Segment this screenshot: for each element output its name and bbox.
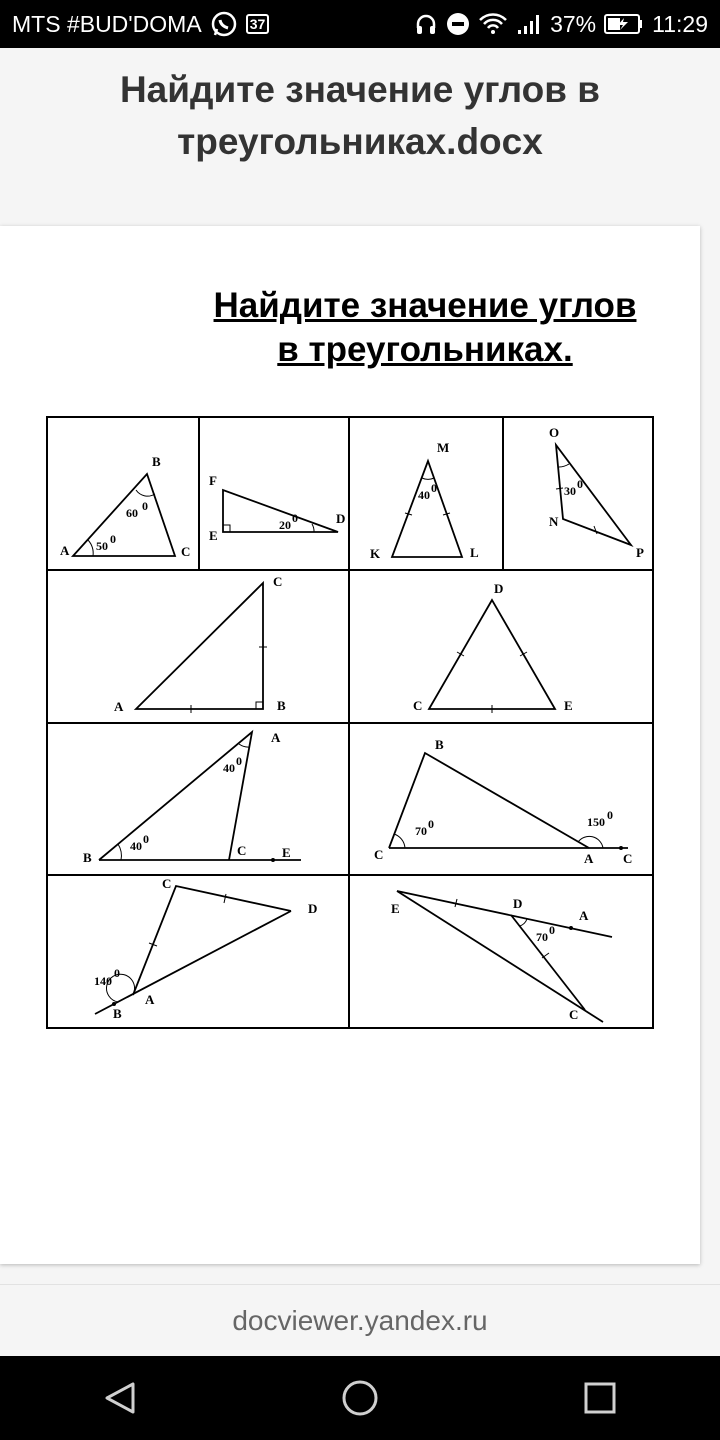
degree-sign: 0 — [142, 499, 148, 513]
label-e: E — [209, 528, 218, 543]
label-b: B — [435, 737, 444, 752]
figure-2 — [209, 473, 345, 543]
label-f: F — [209, 473, 217, 488]
heading-line-2: в треугольниках. — [277, 330, 573, 369]
label-c: C — [569, 1007, 579, 1022]
tick-mark — [556, 488, 563, 489]
label-c: C — [273, 574, 283, 589]
label-a: A — [60, 543, 70, 558]
figure-6 — [413, 581, 573, 713]
angle-a-ext-value: 150 — [587, 815, 605, 829]
angle-arc-a — [88, 540, 93, 556]
angle-c-value: 70 — [415, 824, 427, 838]
carrier-name: MTS #BUD'DOMA — [12, 10, 202, 37]
back-button[interactable] — [80, 1358, 160, 1438]
degree-sign: 0 — [431, 481, 437, 495]
label-m: M — [437, 440, 450, 455]
label-a: A — [584, 851, 594, 866]
point-e — [271, 858, 275, 862]
url-bar[interactable] — [0, 1284, 720, 1356]
label-d: D — [494, 581, 504, 596]
label-e: E — [391, 901, 400, 916]
degree-sign: 0 — [114, 966, 120, 980]
degree-sign: 0 — [607, 808, 613, 822]
battery-charging-icon — [604, 13, 644, 35]
label-e: E — [564, 698, 573, 713]
label-k: K — [370, 546, 381, 561]
angle-m-value: 40 — [418, 488, 430, 502]
status-right — [414, 11, 708, 38]
label-b: B — [113, 1006, 122, 1021]
label-a: A — [579, 908, 589, 923]
tick-mark — [594, 526, 597, 534]
label-d: D — [308, 901, 318, 916]
angle-b-value: 60 — [126, 506, 138, 520]
label-d: D — [513, 896, 523, 911]
angle-arc-c — [394, 834, 405, 848]
tick-mark — [224, 894, 226, 903]
figure-4 — [549, 425, 644, 560]
angle-arc-o — [559, 464, 569, 467]
label-l: L — [470, 545, 479, 560]
triangle-acd — [133, 886, 291, 995]
triangle-dce — [429, 600, 555, 709]
label-c: C — [181, 544, 191, 559]
angle-o-value: 30 — [564, 484, 576, 498]
clock: 11:29 — [652, 10, 708, 37]
label-c: C — [374, 847, 384, 862]
triangle-bac — [99, 732, 252, 860]
navigation-bar — [0, 1356, 720, 1440]
angle-arc-a — [239, 744, 250, 747]
figure-5 — [114, 574, 286, 714]
signal-icon — [516, 12, 542, 36]
status-left — [12, 10, 269, 38]
angle-a-value: 40 — [223, 761, 235, 775]
document-title-bar — [0, 48, 720, 226]
label-c: C — [162, 876, 172, 891]
do-not-disturb-icon — [446, 12, 470, 36]
document-title: Найдите значение углов в треугольниках.docx — [119, 69, 601, 162]
label-c: C — [413, 698, 423, 713]
figure-1 — [60, 454, 190, 559]
label-o: O — [549, 425, 560, 440]
point-a — [569, 926, 573, 930]
home-button[interactable] — [320, 1358, 400, 1438]
figure-10 — [391, 891, 612, 1022]
label-c-ext: C — [623, 851, 633, 866]
label-n: N — [549, 514, 559, 529]
triangle-mkl — [392, 461, 462, 557]
angle-arc-b — [118, 844, 121, 860]
degree-sign: 0 — [143, 832, 149, 846]
label-b: B — [152, 454, 161, 469]
angle-d-value: 20 — [279, 518, 291, 532]
wifi-icon — [478, 12, 508, 36]
label-d: D — [336, 511, 346, 526]
right-angle-mark — [256, 702, 263, 709]
angle-arc-d — [520, 919, 527, 926]
degree-sign: 0 — [428, 817, 434, 831]
headphones-icon — [414, 12, 438, 36]
figure-9 — [94, 876, 317, 1021]
angle-arc-a-ext — [578, 836, 603, 848]
heading-line-1: Найдите значение углов — [213, 286, 637, 325]
label-b: B — [83, 850, 92, 865]
figure-7 — [83, 730, 301, 865]
degree-sign: 0 — [292, 511, 298, 525]
label-a: A — [114, 699, 124, 714]
point-c2 — [619, 846, 623, 850]
back-icon — [100, 1378, 140, 1418]
battery-percent: 37% — [550, 10, 597, 37]
angle-arc-d — [312, 524, 314, 532]
label-b: B — [277, 698, 286, 713]
whatsapp-icon — [210, 10, 238, 38]
document-page[interactable] — [0, 226, 700, 1264]
notification-badge: 37 — [246, 14, 270, 34]
degree-sign: 0 — [577, 477, 583, 491]
right-angle-mark — [223, 525, 230, 532]
line-ec — [397, 891, 603, 1022]
degree-sign: 0 — [549, 923, 555, 937]
angle-d-value: 70 — [536, 930, 548, 944]
degree-sign: 0 — [110, 532, 116, 546]
label-e: E — [282, 845, 291, 860]
angle-b-value: 40 — [130, 839, 142, 853]
angle-a-ext-value: 140 — [94, 974, 112, 988]
recents-button[interactable] — [560, 1358, 640, 1438]
line-bd — [95, 911, 291, 1014]
angle-arc-m — [422, 478, 434, 479]
angle-a-value: 50 — [96, 539, 108, 553]
triangle-abc-1 — [73, 474, 175, 556]
degree-sign: 0 — [236, 754, 242, 768]
label-p: P — [636, 545, 644, 560]
triangles-figure — [0, 226, 700, 1264]
recents-icon — [580, 1378, 620, 1418]
status-bar — [0, 0, 720, 48]
triangle-acb — [136, 583, 263, 709]
label-a: A — [145, 992, 155, 1007]
url-text[interactable]: docviewer.yandex.ru — [232, 1304, 488, 1336]
label-a: A — [271, 730, 281, 745]
home-icon — [340, 1378, 380, 1418]
figure-3 — [370, 440, 479, 561]
label-c: C — [237, 843, 247, 858]
figure-8 — [374, 737, 632, 866]
